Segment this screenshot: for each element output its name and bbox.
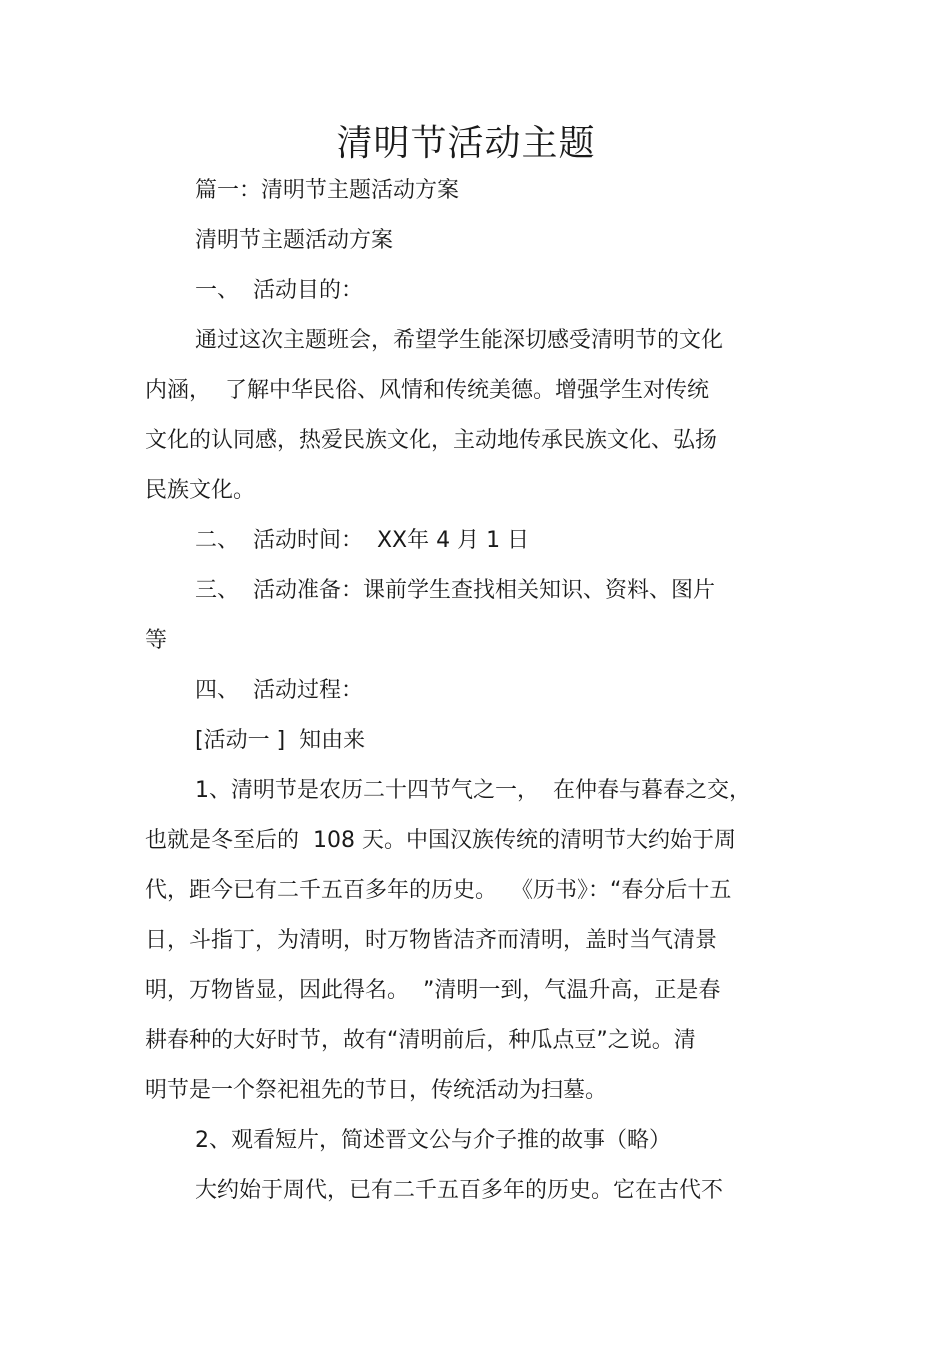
paragraph-line: 1、清明节是农历二十四节气之一， 在仲春与暮春之交，	[195, 778, 751, 803]
paragraph-line: 民族文化。	[145, 478, 256, 503]
paragraph-line: 等	[145, 628, 168, 653]
item-heading: 二、 活动时间： XX年 4 月 1 日	[195, 528, 530, 553]
item-heading: 三、 活动准备：课前学生查找相关知识、资料、图片	[195, 578, 715, 603]
paragraph-line: 代，距今已有二千五百多年的历史。 《历书》：“春分后十五	[145, 878, 732, 903]
paragraph-line: 通过这次主题班会，希望学生能深切感受清明节的文化	[195, 328, 724, 353]
paragraph-line: 明，万物皆显，因此得名。 ”清明一到，气温升高，正是春	[145, 978, 721, 1003]
item-heading: 一、 活动目的：	[195, 278, 363, 303]
paragraph-line: 2、观看短片，简述晋文公与介子推的故事（略）	[195, 1128, 671, 1153]
plan-title: 清明节主题活动方案	[195, 228, 394, 253]
activity-heading: [活动一 ] 知由来	[195, 728, 366, 753]
paragraph-line: 日，斗指丁，为清明，时万物皆洁齐而清明，盖时当气清景	[145, 928, 718, 953]
section-heading: 篇一：清明节主题活动方案	[195, 178, 460, 203]
paragraph-line: 内涵， 了解中华民俗、风情和传统美德。增强学生对传统	[145, 378, 709, 403]
paragraph-line: 文化的认同感，热爱民族文化，主动地传承民族文化、弘扬	[145, 428, 718, 453]
paragraph-line: 也就是冬至后的 108 天。中国汉族传统的清明节大约始于周	[145, 828, 736, 853]
document-title: 清明节活动主题	[336, 123, 596, 164]
paragraph-line: 耕春种的大好时节，故有“清明前后，种瓜点豆”之说。清	[145, 1028, 696, 1053]
item-heading: 四、 活动过程：	[195, 678, 363, 703]
paragraph-line: 明节是一个祭祀祖先的节日，传统活动为扫墓。	[145, 1078, 608, 1103]
paragraph-line: 大约始于周代，已有二千五百多年的历史。它在古代不	[195, 1178, 724, 1203]
